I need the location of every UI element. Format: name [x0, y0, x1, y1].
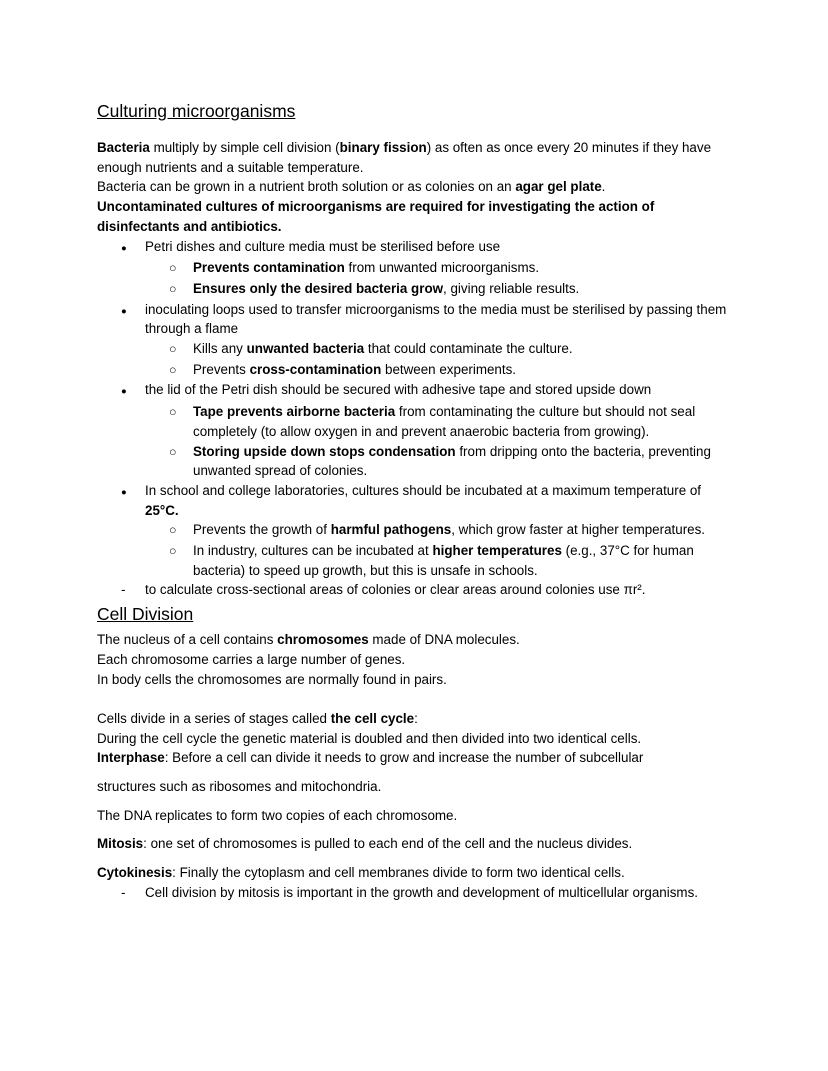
paragraph — [97, 197, 734, 236]
list-item-text — [145, 481, 734, 520]
list-item — [97, 541, 734, 580]
list-item — [97, 481, 734, 520]
paragraph — [97, 630, 734, 650]
bullet-circle-icon: ○ — [169, 281, 177, 296]
bold-text-run: Tape prevents airborne bacteria — [193, 404, 396, 420]
bold-text-run: binary fission — [339, 140, 427, 155]
paragraph — [97, 709, 734, 729]
bold-text-run: Uncontaminated cultures of microorganisms are required for investigating the action of disinfectants and antibiotics. — [97, 199, 655, 234]
text-run: multiply by simple cell division ( — [149, 140, 340, 155]
bold-text-run: Mitosis — [97, 836, 144, 852]
list-item-text — [193, 442, 734, 481]
text-run: (e.g., 37°C for human bacteria) to speed up growth, but this is unsafe in schools. — [193, 543, 694, 578]
text-run: inoculating loops used to transfer microorganisms to the media must be sterilised by passing them through a flame — [145, 301, 727, 337]
bullet-disc-icon: ● — [121, 486, 127, 498]
text-run: In body cells the chromosomes are normally found in pairs. — [97, 671, 447, 687]
paragraph — [97, 729, 734, 749]
paragraph — [97, 806, 734, 826]
paragraph — [97, 670, 734, 690]
bold-text-run: 25°C. — [145, 502, 179, 518]
dash-marker: - — [121, 582, 126, 598]
list-item-text — [193, 541, 734, 580]
text-run: Prevents the growth of — [193, 522, 331, 538]
list-item-text — [145, 580, 734, 600]
text-run: Each chromosome carries a large number of genes. — [97, 651, 406, 667]
list-item-text — [145, 380, 734, 400]
bold-text-run: higher temperatures — [432, 543, 562, 559]
list-item — [97, 520, 734, 541]
bold-text-run: Prevents contamination — [193, 260, 345, 276]
bullet-circle-icon: ○ — [169, 342, 177, 357]
bullet-circle-icon: ○ — [169, 405, 177, 420]
bold-text-run: Interphase — [97, 750, 165, 766]
list-item-text — [193, 402, 734, 441]
text-run: . — [601, 179, 606, 195]
text-run: The DNA replicates to form two copies of each chromosome. — [97, 807, 458, 823]
paragraph — [97, 748, 734, 768]
text-run: Cell division by mitosis is important in the growth and development of multicellular organisms. — [145, 884, 698, 900]
text-run: Cells divide in a series of stages called — [97, 710, 331, 726]
list-item — [97, 339, 734, 360]
text-run: between experiments. — [381, 361, 517, 377]
text-run: : one set of chromosomes is pulled to each end of the cell and the nucleus divides. — [143, 836, 633, 852]
text-run: from contaminating the culture but should not seal completely (to allow oxygen in and prevent anaerobic bacteria from growing). — [193, 404, 696, 439]
list-item-text — [193, 258, 734, 278]
bold-text-run: agar gel plate — [515, 179, 602, 195]
text-run: The nucleus of a cell contains — [97, 632, 278, 648]
text-run: : Before a cell can divide it needs to grow and increase the number of subcellular — [164, 750, 644, 766]
bold-text-run: unwanted bacteria — [246, 341, 365, 357]
section-heading — [97, 603, 734, 625]
list-item — [97, 442, 734, 481]
bold-text-run: Storing upside down stops condensation — [193, 443, 456, 459]
bullet-circle-icon: ○ — [169, 444, 177, 459]
text-run: , which grow faster at higher temperatures. — [451, 522, 706, 538]
list-item — [97, 279, 734, 300]
list-item-text — [193, 279, 734, 299]
text-run: Cell Division — [97, 604, 194, 625]
list-item — [97, 402, 734, 441]
paragraph — [97, 834, 734, 854]
list-item-text — [193, 520, 734, 540]
paragraph — [97, 777, 734, 797]
list-item — [97, 258, 734, 279]
list-item — [97, 360, 734, 381]
text-run: : — [414, 710, 418, 726]
text-run: Kills any — [193, 341, 247, 357]
bold-text-run: Bacteria — [97, 140, 150, 155]
text-run: Petri dishes and culture media must be sterilised before use — [145, 238, 501, 254]
section-heading — [97, 100, 734, 122]
text-run: During the cell cycle the genetic material is doubled and then divided into two identical cells. — [97, 730, 642, 746]
bold-text-run: chromosomes — [277, 632, 369, 648]
dash-marker: - — [121, 884, 126, 900]
bullet-disc-icon: ● — [121, 386, 127, 398]
text-run: from dripping onto the bacteria, preventing unwanted spread of colonies. — [193, 443, 711, 479]
text-run: the lid of the Petri dish should be secured with adhesive tape and stored upside down — [145, 382, 652, 398]
list-item-text — [193, 360, 734, 380]
dash-list-item — [97, 883, 734, 903]
text-run: In industry, cultures can be incubated at — [193, 543, 433, 559]
text-run: made of DNA molecules. — [368, 632, 520, 648]
text-run: , giving reliable results. — [443, 280, 580, 296]
bullet-disc-icon: ● — [121, 305, 127, 317]
text-run: : Finally the cytoplasm and cell membranes divide to form two identical cells. — [172, 865, 625, 881]
document-content — [97, 100, 734, 903]
list-item — [97, 300, 734, 339]
text-run: Bacteria can be grown in a nutrient broth solution or as colonies on an — [97, 179, 516, 195]
paragraph — [97, 177, 734, 197]
text-run: Prevents — [193, 361, 250, 377]
text-run: structures such as ribosomes and mitochondria. — [97, 779, 382, 795]
bold-text-run: the cell cycle — [330, 710, 415, 726]
bullet-circle-icon: ○ — [169, 544, 177, 559]
text-run: Culturing microorganisms — [97, 101, 296, 121]
list-item — [97, 237, 734, 259]
list-item-text — [145, 237, 734, 257]
list-item-text — [145, 300, 734, 339]
text-run: from unwanted microorganisms. — [344, 260, 540, 276]
text-run: that could contaminate the culture. — [364, 341, 573, 357]
bullet-disc-icon: ● — [121, 242, 127, 254]
text-run: to calculate cross-sectional areas of colonies or clear areas around colonies use πr². — [145, 582, 646, 598]
list-item-text — [145, 883, 734, 903]
bullet-circle-icon: ○ — [169, 362, 177, 377]
bold-text-run: Ensures only the desired bacteria grow — [193, 280, 444, 296]
list-item — [97, 380, 734, 402]
bullet-circle-icon: ○ — [169, 523, 177, 538]
paragraph — [97, 650, 734, 670]
dash-list-item — [97, 580, 734, 600]
list-item-text — [193, 339, 734, 359]
paragraph — [97, 138, 734, 177]
bold-text-run: Cytokinesis — [97, 865, 173, 881]
bold-text-run: cross-contamination — [249, 361, 382, 377]
bold-text-run: harmful pathogens — [330, 522, 452, 538]
blank-line — [97, 689, 734, 709]
text-run: In school and college laboratories, cultures should be incubated at a maximum temperature of — [145, 482, 702, 498]
paragraph — [97, 863, 734, 883]
text-run: ) as often as once every 20 minutes if they have enough nutrients and a suitable temperature. — [97, 140, 712, 175]
bullet-circle-icon: ○ — [169, 261, 177, 276]
